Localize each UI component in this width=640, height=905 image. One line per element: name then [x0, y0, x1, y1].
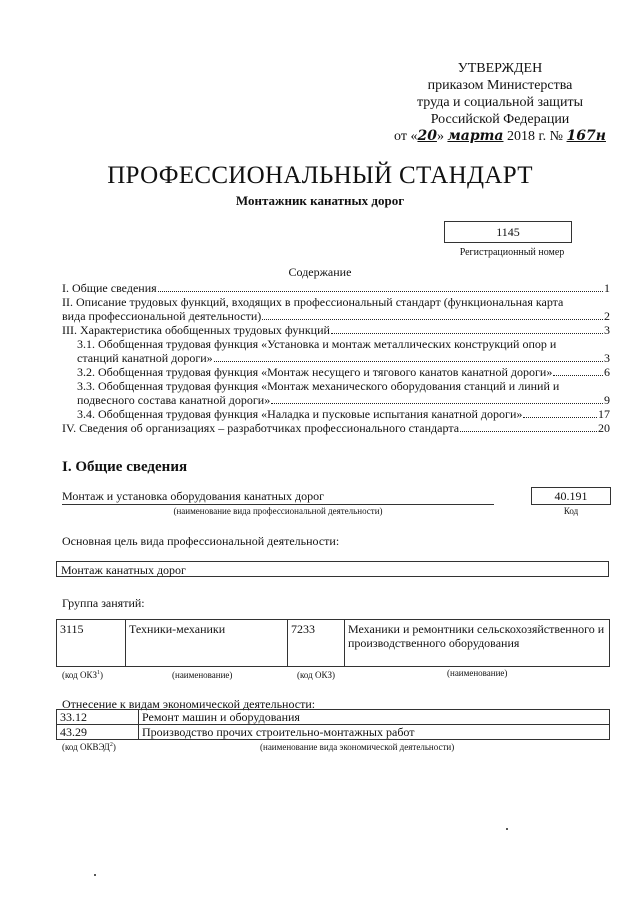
- approval-date-line: от «20» марта 2018 г. № 167н: [394, 128, 606, 144]
- toc-heading: Содержание: [288, 265, 352, 279]
- approval-line-4: Российской Федерации: [430, 112, 570, 127]
- activity-caption: (наименование вида профессиональной деятельности): [173, 506, 383, 516]
- occ-caption-code: (код ОКЗ$^1$): [62, 670, 103, 680]
- toc-item[interactable]: 3.2. Обобщенная трудовая функция «Монтаж несущего и тягового канатов канатной дороги» 6: [77, 365, 610, 379]
- econ-label: Отнесение к видам экономической деятельности:: [62, 697, 316, 711]
- occ-caption-name-2: (наименование): [447, 668, 508, 678]
- toc-item[interactable]: I. Общие сведения 1: [62, 281, 610, 295]
- goal-value-box: Монтаж канатных дорог: [56, 561, 609, 577]
- approval-line-3: труда и социальной защиты: [417, 95, 583, 110]
- approval-month: марта: [447, 128, 504, 144]
- group-label: Группа занятий:: [62, 596, 145, 610]
- scan-speck: [94, 874, 96, 876]
- toc-item[interactable]: II. Описание трудовых функций, входящих в профессиональный стандарт (функциональная карта вида профессиональной деятельности) 2: [62, 295, 610, 323]
- occupation-table: [56, 619, 610, 667]
- econ-name: Производство прочих строительно-монтажных работ: [139, 725, 610, 740]
- registration-label: Регистрационный номер: [459, 247, 565, 258]
- toc-item[interactable]: IV. Сведения об организациях – разработчиках профессионального стандарта 20: [62, 421, 610, 435]
- occupation-code: 3115: [57, 620, 126, 667]
- toc-item[interactable]: III. Характеристика обобщенных трудовых функций 3: [62, 323, 610, 337]
- econ-row: [57, 725, 610, 740]
- approval-day: 20: [417, 128, 437, 144]
- toc-list: [62, 281, 610, 435]
- approval-block: [380, 60, 620, 145]
- approval-line-1: УТВЕРЖДЕН: [457, 61, 543, 76]
- page-title: ПРОФЕССИОНАЛЬНЫЙ СТАНДАРТ: [107, 162, 533, 189]
- occupation-name: Механики и ремонтники сельскохозяйственного и производственного оборудования: [345, 620, 610, 667]
- econ-name: Ремонт машин и оборудования: [139, 710, 610, 725]
- toc-item[interactable]: 3.3. Обобщенная трудовая функция «Монтаж механического оборудования станций и линий и подвесного состава канатной дороги» 9: [77, 379, 610, 407]
- activity-underline: [62, 504, 494, 505]
- econ-table: [56, 709, 610, 740]
- toc-item[interactable]: 3.4. Обобщенная трудовая функция «Наладка и пусковые испытания канатной дороги» 17: [77, 407, 610, 421]
- page-subtitle: Монтажник канатных дорог: [235, 193, 405, 208]
- approval-line-2: приказом Министерства: [427, 78, 573, 93]
- occ-caption-name: (наименование): [172, 670, 233, 680]
- econ-code: 43.29: [57, 725, 139, 740]
- section-title: I. Общие сведения: [62, 459, 188, 475]
- activity-name: Монтаж и установка оборудования канатных дорог: [62, 489, 324, 503]
- registration-number-box: 1145: [444, 221, 572, 243]
- toc-item[interactable]: 3.1. Обобщенная трудовая функция «Установка и монтаж металлических конструкций опор и станций канатной дороги» 3: [77, 337, 610, 365]
- econ-caption-name: (наименование вида экономической деятельности): [260, 742, 455, 752]
- activity-code-box: 40.191: [531, 487, 611, 505]
- code-caption: Код: [563, 506, 579, 516]
- goal-label: Основная цель вида профессиональной деятельности:: [62, 534, 340, 548]
- econ-row: [57, 710, 610, 725]
- econ-code: 33.12: [57, 710, 139, 725]
- occupation-code: 7233: [288, 620, 345, 667]
- econ-caption-code: (код ОКВЭД$^2$): [62, 742, 116, 752]
- approval-number: 167н: [566, 128, 606, 144]
- occupation-name: Техники-механики: [126, 620, 288, 667]
- occupation-row: [57, 620, 610, 667]
- scan-speck: [506, 828, 508, 830]
- occ-caption-code-2: (код ОКЗ): [297, 670, 335, 680]
- approval-year: 2018 г. №: [507, 129, 564, 144]
